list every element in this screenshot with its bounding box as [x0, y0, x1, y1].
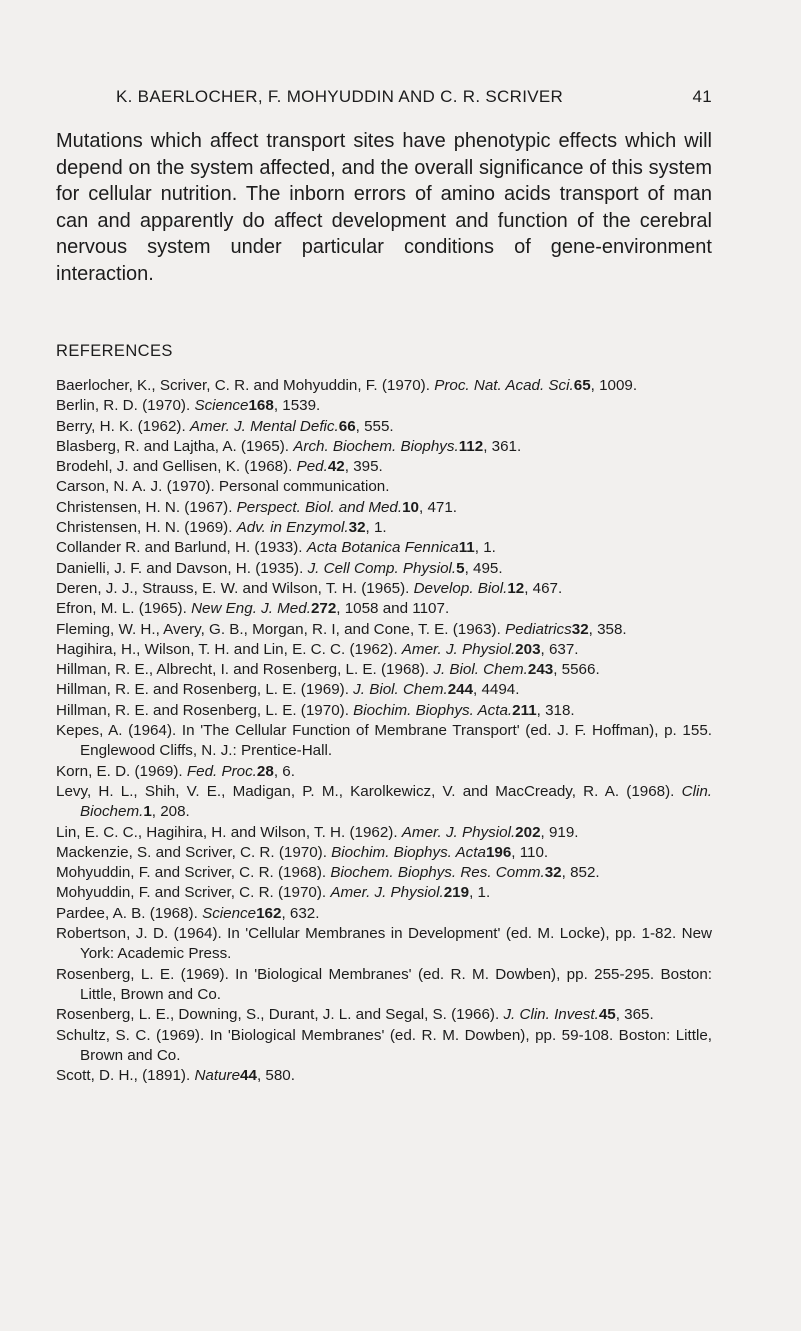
reference-volume: 12 — [507, 579, 525, 597]
reference-post: , 919. — [540, 823, 579, 841]
reference-post: , 471. — [419, 498, 458, 516]
reference-journal: J. Clin. Invest. — [503, 1006, 599, 1024]
reference-post: , 1058 and 1107. — [336, 600, 450, 618]
reference-item — [56, 376, 712, 396]
reference-journal: Amer. J. Physiol. — [330, 884, 444, 902]
reference-pre: Kepes, A. (1964). In 'The Cellular Function of Membrane Transport' (ed. J. F. Hoffman), p. 155. Englewood Cliffs, N. J.: Prentice-Hall. — [56, 722, 712, 760]
reference-volume: 243 — [527, 661, 554, 679]
reference-pre: Lin, E. C. C., Hagihira, H. and Wilson, T. H. (1962). — [56, 823, 402, 841]
reference-item — [56, 620, 712, 640]
reference-post: , 852. — [561, 864, 600, 882]
reference-post: , 580. — [256, 1067, 295, 1085]
reference-item — [56, 863, 712, 883]
reference-post: , 1. — [469, 884, 491, 902]
reference-pre: Rosenberg, L. E., Downing, S., Durant, J. L. and Segal, S. (1966). — [56, 1006, 504, 1024]
reference-pre: Mohyuddin, F. and Scriver, C. R. (1970). — [56, 884, 331, 902]
reference-post: , 358. — [588, 620, 627, 638]
reference-item — [56, 924, 712, 965]
reference-volume: 244 — [447, 681, 474, 699]
reference-journal: Proc. Nat. Acad. Sci. — [434, 377, 574, 394]
reference-item — [56, 518, 712, 538]
reference-journal: J. Biol. Chem. — [433, 661, 528, 679]
reference-post: , 365. — [615, 1006, 654, 1024]
reference-pre: Hillman, R. E., Albrecht, I. and Rosenberg, L. E. (1968). — [56, 661, 434, 679]
reference-item — [56, 1005, 712, 1025]
reference-volume: 168 — [248, 397, 274, 415]
reference-item — [56, 782, 712, 823]
reference-volume: 32 — [544, 864, 562, 882]
reference-item — [56, 538, 712, 558]
reference-item — [56, 721, 712, 762]
reference-item — [56, 1066, 712, 1086]
reference-volume: 10 — [402, 498, 420, 516]
header-authors: K. BAERLOCHER, F. MOHYUDDIN AND C. R. SCRIVER — [116, 87, 564, 106]
reference-journal: Biochim. Biophys. Acta — [331, 843, 486, 861]
reference-pre: Brodehl, J. and Gellisen, K. (1968). — [56, 458, 297, 476]
reference-volume: 65 — [573, 377, 591, 394]
reference-journal: Nature — [194, 1067, 241, 1085]
reference-item — [56, 437, 712, 457]
reference-post: , 110. — [511, 843, 549, 861]
reference-volume: 162 — [256, 904, 282, 922]
reference-journal: Biochim. Biophys. Acta. — [353, 701, 513, 719]
reference-pre: Danielli, J. F. and Davson, H. (1935). — [56, 559, 308, 577]
reference-journal: J. Cell Comp. Physiol. — [307, 559, 457, 577]
reference-pre: Efron, M. L. (1965). — [56, 600, 192, 618]
reference-post: , 1009. — [590, 377, 638, 394]
reference-volume: 272 — [310, 600, 337, 618]
reference-journal: Pediatrics — [505, 620, 572, 638]
reference-pre: Fleming, W. H., Avery, G. B., Morgan, R. I, and Cone, T. E. (1963). — [56, 620, 506, 638]
reference-journal: Amer. J. Mental Defic. — [189, 417, 339, 435]
reference-volume: 66 — [338, 417, 356, 435]
reference-pre: Hillman, R. E. and Rosenberg, L. E. (1970). — [56, 701, 354, 719]
reference-volume: 32 — [571, 620, 589, 638]
reference-pre: Christensen, H. N. (1969). — [56, 519, 237, 537]
reference-item — [56, 904, 712, 924]
reference-post: , 467. — [524, 579, 563, 597]
reference-pre: Rosenberg, L. E. (1969). In 'Biological Membranes' (ed. R. M. Dowben), pp. 255-295. Boston: Little, Brown and Co. — [56, 965, 712, 1003]
reference-journal: Clin. Biochem. — [80, 782, 712, 821]
reference-item — [56, 457, 712, 477]
reference-journal: Arch. Biochem. Biophys. — [293, 437, 459, 455]
reference-pre: Robertson, J. D. (1964). In 'Cellular Membranes in Development' (ed. M. Locke), pp. 1-82. New York: Academic Press. — [56, 925, 712, 963]
reference-journal: Science — [202, 904, 257, 922]
reference-volume: 11 — [458, 539, 475, 557]
reference-volume: 5 — [456, 559, 465, 577]
reference-journal: J. Biol. Chem. — [353, 681, 448, 699]
reference-post: , 361. — [483, 437, 522, 455]
reference-journal: Ped. — [296, 458, 328, 476]
reference-volume: 219 — [443, 884, 470, 902]
reference-volume: 42 — [327, 458, 345, 476]
reference-pre: Christensen, H. N. (1967). — [56, 498, 237, 516]
reference-post: , 495. — [464, 559, 503, 577]
reference-item — [56, 396, 712, 416]
page-number: 41 — [692, 87, 712, 106]
reference-item — [56, 1026, 712, 1067]
body-paragraph: Mutations which affect transport sites have phenotypic effects which will depend on the system affected, and the overall significance of this system for cellular nutrition. The inborn errors of amino acids transport of man can and apparently do affect development and function of the cerebral nervous system under particular conditions of gene-environment interaction. — [56, 130, 712, 285]
reference-post: , 632. — [281, 904, 320, 922]
reference-volume: 196 — [485, 843, 512, 861]
reference-journal: New Eng. J. Med. — [191, 600, 311, 618]
reference-post: , 1. — [365, 519, 387, 537]
references-heading: REFERENCES — [56, 342, 173, 360]
reference-item — [56, 823, 712, 843]
reference-post: , 555. — [355, 417, 394, 435]
reference-journal: Adv. in Enzymol. — [236, 519, 349, 537]
reference-volume: 32 — [348, 519, 366, 537]
reference-post: , 318. — [536, 701, 575, 719]
reference-post: , 5566. — [553, 661, 600, 679]
reference-volume: 112 — [458, 437, 484, 455]
reference-item — [56, 660, 712, 680]
reference-post: , 1539. — [273, 397, 321, 415]
reference-pre: Korn, E. D. (1969). — [56, 762, 187, 780]
reference-volume: 45 — [598, 1006, 616, 1024]
reference-volume: 211 — [512, 701, 537, 719]
reference-pre: Baerlocher, K., Scriver, C. R. and Mohyuddin, F. (1970). — [56, 377, 435, 394]
reference-pre: Collander R. and Barlund, H. (1933). — [56, 539, 307, 557]
reference-journal: Acta Botanica Fennica — [306, 539, 459, 557]
reference-post: , 208. — [151, 803, 190, 821]
reference-pre: Blasberg, R. and Lajtha, A. (1965). — [56, 437, 294, 455]
reference-journal: Biochem. Biophys. Res. Comm. — [330, 864, 545, 882]
reference-item — [56, 579, 712, 599]
reference-post: , 6. — [273, 762, 295, 780]
reference-volume: 28 — [256, 762, 274, 780]
reference-volume: 1 — [143, 803, 152, 821]
reference-item — [56, 417, 712, 437]
reference-journal: Science — [194, 397, 249, 415]
reference-item — [56, 965, 712, 1006]
reference-pre: Pardee, A. B. (1968). — [56, 904, 203, 922]
running-header — [116, 87, 712, 107]
reference-pre: Scott, D. H., (1891). — [56, 1067, 195, 1085]
reference-journal: Amer. J. Physiol. — [401, 640, 516, 658]
reference-volume: 203 — [515, 640, 541, 658]
reference-journal: Fed. Proc. — [186, 762, 257, 780]
reference-volume: 44 — [240, 1067, 257, 1085]
reference-journal: Amer. J. Physiol. — [401, 823, 516, 841]
reference-pre: Hagihira, H., Wilson, T. H. and Lin, E. C. C. (1962). — [56, 640, 402, 658]
reference-post: , 637. — [540, 640, 579, 658]
reference-item — [56, 762, 712, 782]
references-list — [56, 376, 712, 1086]
reference-pre: Carson, N. A. J. (1970). Personal communication. — [56, 478, 390, 496]
reference-journal: Develop. Biol. — [413, 579, 508, 597]
reference-pre: Mohyuddin, F. and Scriver, C. R. (1968). — [56, 864, 331, 882]
reference-item — [56, 883, 712, 903]
reference-post: , 1. — [474, 539, 496, 557]
reference-journal: Perspect. Biol. and Med. — [236, 498, 403, 516]
reference-pre: Schultz, S. C. (1969). In 'Biological Membranes' (ed. R. M. Dowben), pp. 59-108. Boston: Little, Brown and Co. — [56, 1026, 712, 1064]
reference-item — [56, 599, 712, 619]
reference-pre: Mackenzie, S. and Scriver, C. R. (1970). — [56, 843, 332, 861]
reference-pre: Levy, H. L., Shih, V. E., Madigan, P. M., Karolkewicz, V. and MacCready, R. A. (1968). — [56, 782, 682, 800]
reference-item — [56, 640, 712, 660]
reference-item — [56, 701, 712, 721]
reference-pre: Deren, J. J., Strauss, E. W. and Wilson, T. H. (1965). — [56, 579, 414, 597]
reference-pre: Berry, H. K. (1962). — [56, 417, 190, 435]
reference-item — [56, 559, 712, 579]
reference-item — [56, 843, 712, 863]
reference-pre: Berlin, R. D. (1970). — [56, 397, 195, 415]
reference-volume: 202 — [515, 823, 541, 841]
reference-pre: Hillman, R. E. and Rosenberg, L. E. (1969). — [56, 681, 354, 699]
reference-item — [56, 498, 712, 518]
reference-item — [56, 477, 712, 497]
reference-post: , 395. — [344, 458, 383, 476]
reference-post: , 4494. — [473, 681, 520, 699]
reference-item — [56, 680, 712, 700]
